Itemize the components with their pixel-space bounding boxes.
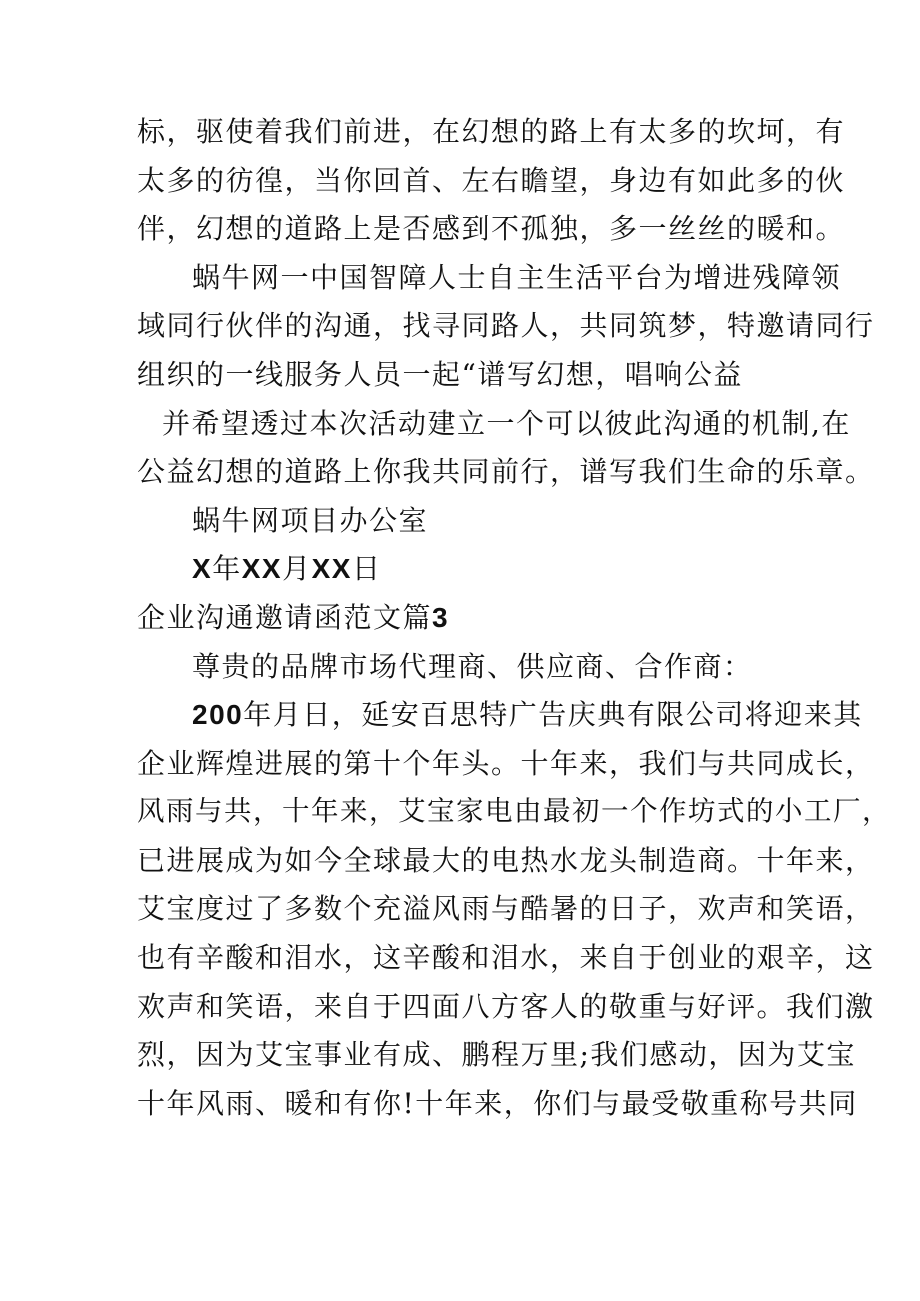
date-year-char: 年 (212, 552, 242, 585)
signature-line: 蜗牛网项目办公室 (192, 504, 429, 537)
text-line-16: 企业辉煌进展的第十个年头。十年来，我们与共同成长， (137, 747, 875, 780)
text-line-20: 也有辛酸和泪水，这辛酸和泪水，来自于创业的艰辛，这 (137, 941, 875, 974)
text-line-19: 艾宝度过了多数个充溢风雨与酷暑的日子，欢声和笑语， (137, 892, 875, 925)
year-number: 200 (192, 699, 244, 730)
date-day-char: 日 (351, 552, 382, 585)
date-year-placeholder: X (192, 553, 213, 584)
text-line-23: 十年风雨、暖和有你!十年来，你们与最受敬重称号共同 (137, 1087, 858, 1120)
date-day-placeholder: XX (311, 553, 352, 584)
text-line-2: 太多的彷徨，当你回首、左右瞻望，身边有如此多的伙 (137, 164, 846, 197)
date-month-placeholder: XX (241, 553, 283, 584)
text-line-15 (192, 698, 863, 731)
text-line-17: 风雨与共，十年来，艾宝家电由最初一个作坊式的小工厂， (137, 795, 891, 827)
text-line-4: 蜗牛网一中国智障人士自主生活平台为增进残障领 (192, 261, 842, 294)
text-line-7: 并希望透过本次活动建立一个可以彼此沟通的机制,在 (162, 407, 851, 440)
text-line-5: 域同行伙伴的沟通，找寻同路人，共同筑梦，特邀请同行 (137, 309, 875, 342)
section-heading-number: 3 (432, 602, 450, 633)
text-line-15-rest: 年月日，延安百思特广告庆典有限公司将迎来其 (243, 698, 863, 731)
salutation-line: 尊贵的品牌市场代理商、供应商、合作商： (192, 650, 753, 683)
text-line-3: 伴，幻想的道路上是否感到不孤独，多一丝丝的暖和。 (137, 212, 846, 245)
section-heading (137, 601, 450, 634)
section-heading-text: 企业沟通邀请函范文篇 (137, 601, 433, 634)
text-line-8: 公益幻想的道路上你我共同前行，谱写我们生命的乐章。 (137, 455, 875, 488)
text-line-22: 烈，因为艾宝事业有成、鹏程万里;我们感动，因为艾宝 (137, 1038, 856, 1071)
text-line-1: 标，驱使着我们前进，在幻想的路上有太多的坎坷，有 (137, 115, 846, 148)
text-line-18: 已进展成为如今全球最大的电热水龙头制造商。十年来， (137, 844, 875, 877)
text-line-21: 欢声和笑语，来自于四面八方客人的敬重与好评。我们激 (137, 990, 875, 1023)
date-month-char: 月 (282, 552, 312, 585)
date-line (192, 552, 382, 585)
text-line-6: 组织的一线服务人员一起“谱写幻想，唱响公益 (137, 358, 743, 391)
